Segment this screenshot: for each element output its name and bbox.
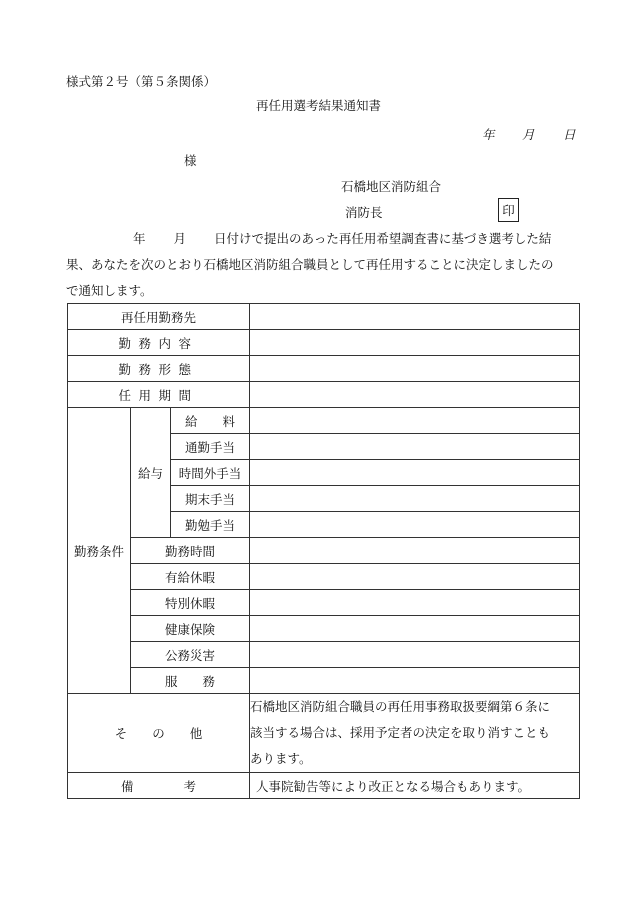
term-end-allowance-value — [250, 486, 580, 512]
conditions-label: 勤務条件 — [68, 408, 131, 694]
table-row-working-hours — [68, 538, 580, 564]
seal-label: 印 — [502, 203, 515, 218]
service-discipline-label: 服 務 — [131, 668, 250, 694]
table-row-other — [68, 694, 580, 773]
commute-allowance-label: 通勤手当 — [171, 434, 250, 460]
issuer-organization: 石橋地区消防組合 — [341, 179, 442, 194]
special-leave-label: 特別休暇 — [131, 590, 250, 616]
remarks-note: 人事院勧告等により改正となる場合もあります。 — [250, 773, 580, 799]
term-end-allowance-label: 期末手当 — [171, 486, 250, 512]
work-accident-value — [250, 642, 580, 668]
table-row-duties — [68, 330, 580, 356]
seal-box — [498, 198, 519, 222]
duties-value — [250, 330, 580, 356]
salary-value — [250, 408, 580, 434]
appointment-period-label: 任用期間 — [68, 382, 250, 408]
notice-paragraph — [66, 226, 586, 304]
date-year-label: 年 — [482, 127, 495, 142]
notice-line-3: で通知します。 — [66, 283, 153, 298]
diligence-allowance-label: 勤勉手当 — [171, 512, 250, 538]
issuer-title: 消防長 — [345, 205, 383, 220]
health-insurance-label: 健康保険 — [131, 616, 250, 642]
duties-label: 勤務内容 — [68, 330, 250, 356]
table-row-service-discipline — [68, 668, 580, 694]
date-month-label: 月 — [522, 127, 535, 142]
notice-line-1-text: 日付けで提出のあった再任用希望調査書に基づき選考した結 — [214, 231, 552, 246]
table-row-remarks — [68, 773, 580, 799]
date-day-label: 日 — [563, 127, 576, 142]
document-title: 再任用選考結果通知書 — [256, 98, 382, 113]
salary-group-label: 給与 — [131, 408, 171, 538]
appointment-period-value — [250, 382, 580, 408]
notice-year: 年 — [133, 231, 146, 246]
workplace-value — [250, 304, 580, 330]
table-row-salary — [68, 408, 580, 434]
overtime-allowance-value — [250, 460, 580, 486]
health-insurance-value — [250, 616, 580, 642]
work-accident-label: 公務災害 — [131, 642, 250, 668]
other-note-line-3: あります。 — [250, 751, 312, 766]
other-label: そ の 他 — [68, 694, 250, 773]
table-row-paid-leave — [68, 564, 580, 590]
work-form-value — [250, 356, 580, 382]
notice-line-2: 果、あなたを次のとおり石橋地区消防組合職員として再任用することに決定しましたの — [66, 257, 554, 272]
special-leave-value — [250, 590, 580, 616]
paid-leave-value — [250, 564, 580, 590]
table-row-work-accident — [68, 642, 580, 668]
notice-month: 月 — [173, 231, 187, 246]
service-discipline-value — [250, 668, 580, 694]
working-hours-label: 勤務時間 — [131, 538, 250, 564]
notice-line-1 — [66, 226, 586, 252]
workplace-label: 再任用勤務先 — [68, 304, 250, 330]
working-hours-value — [250, 538, 580, 564]
salary-label: 給 料 — [171, 408, 250, 434]
addressee-suffix: 様 — [184, 153, 197, 168]
commute-allowance-value — [250, 434, 580, 460]
table-row-workplace — [68, 304, 580, 330]
other-note-line-2: 該当する場合は、採用予定者の決定を取り消すことも — [250, 725, 551, 740]
other-note — [250, 694, 580, 773]
other-note-line-1: 石橋地区消防組合職員の再任用事務取扱要綱第６条に — [250, 699, 551, 714]
remarks-label: 備 考 — [68, 773, 250, 799]
table-row-health-insurance — [68, 616, 580, 642]
table-row-work-form — [68, 356, 580, 382]
appointment-terms-table — [67, 303, 580, 799]
table-row-appointment-period — [68, 382, 580, 408]
table-row-special-leave — [68, 590, 580, 616]
work-form-label: 勤務形態 — [68, 356, 250, 382]
paid-leave-label: 有給休暇 — [131, 564, 250, 590]
diligence-allowance-value — [250, 512, 580, 538]
form-number: 様式第２号（第５条関係） — [66, 74, 217, 89]
overtime-allowance-label: 時間外手当 — [171, 460, 250, 486]
